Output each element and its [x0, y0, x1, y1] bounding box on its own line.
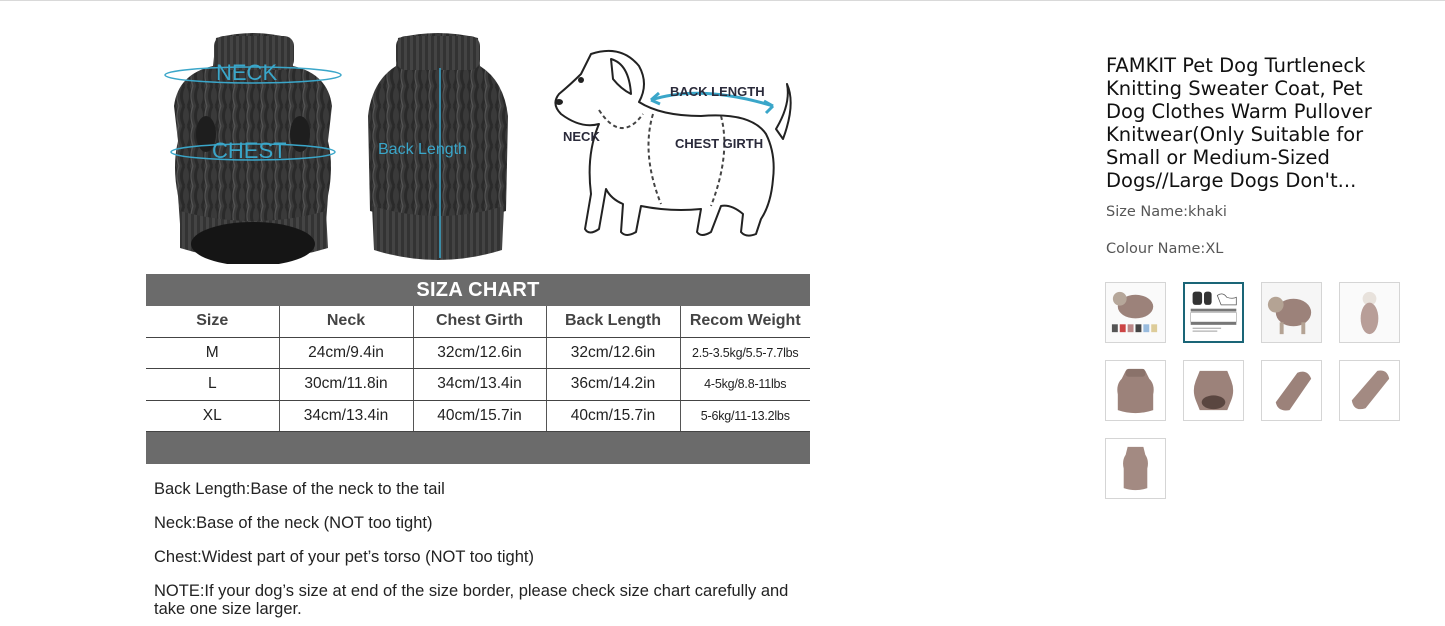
colour-name-value: XL [1205, 241, 1224, 257]
dog-chest-girth-label: CHEST GIRTH [675, 136, 764, 151]
colour-name-row [1106, 241, 1223, 257]
size-chart-header: Neck [279, 306, 413, 337]
note-back-length: Back Length:Base of the neck to the tail [154, 480, 445, 498]
sweater-back-thumb-icon [1106, 439, 1165, 498]
sweater-top-thumb-icon [1184, 361, 1243, 420]
size-chart-footer-bar [146, 432, 810, 464]
size-name-label: Size Name: [1106, 204, 1189, 220]
dog-in-sweater-thumb-icon [1106, 283, 1165, 342]
table-cell: XL [146, 400, 279, 432]
table-cell: 5-6kg/11-13.2lbs [680, 400, 810, 432]
table-cell: 40cm/15.7in [546, 400, 680, 432]
table-cell: 36cm/14.2in [546, 369, 680, 401]
size-chart-header: Back Length [546, 306, 680, 337]
size-chart-header: Recom Weight [680, 306, 810, 337]
sweater-flat-side-thumb-icon [1340, 361, 1399, 420]
thumbnail-sweater-flat[interactable] [1261, 360, 1322, 421]
thumbnail-sweater-front[interactable] [1105, 360, 1166, 421]
size-chart-thumb-icon [1185, 284, 1242, 341]
thumbnail-size-chart[interactable] [1183, 282, 1244, 343]
sweater-front-thumb-icon [1106, 361, 1165, 420]
size-chart-header: Chest Girth [413, 306, 546, 337]
note-neck: Neck:Base of the neck (NOT too tight) [154, 514, 433, 532]
table-row [146, 337, 810, 369]
table-cell: L [146, 369, 279, 401]
thumbnail-sweater-top[interactable] [1183, 360, 1244, 421]
neck-label: NECK [216, 60, 278, 85]
main-product-image[interactable] [146, 18, 812, 624]
dog-back-length-label: BACK LENGTH [670, 84, 765, 99]
note-chest: Chest:Widest part of your pet’s torso (NOT too tight) [154, 548, 534, 566]
thumbnail-dog-khaki[interactable] [1261, 282, 1322, 343]
size-name-value: khaki [1188, 204, 1227, 220]
table-cell: 32cm/12.6in [546, 337, 680, 369]
note-size-advice: NOTE:If your dog’s size at end of the size border, please check size chart carefully and take one size larger. [154, 582, 789, 618]
table-cell: 4-5kg/8.8-11lbs [680, 369, 810, 401]
table-cell: M [146, 337, 279, 369]
measurement-notes [154, 480, 804, 626]
table-row [146, 400, 810, 432]
table-row [146, 369, 810, 401]
size-chart-header-row [146, 306, 810, 337]
size-chart [146, 274, 810, 464]
chest-label: CHEST [212, 138, 287, 163]
sweater-flat-thumb-icon [1262, 361, 1321, 420]
size-chart-table [146, 306, 810, 432]
dog-wearing-sweater-thumb-icon [1340, 283, 1399, 342]
table-cell: 30cm/11.8in [279, 369, 413, 401]
thumbnail-dog-colors[interactable] [1105, 282, 1166, 343]
dog-neck-label: NECK [563, 129, 600, 144]
dog-in-khaki-sweater-thumb-icon [1262, 283, 1321, 342]
table-cell: 40cm/15.7in [413, 400, 546, 432]
table-cell: 34cm/13.4in [413, 369, 546, 401]
thumbnail-sweater-back[interactable] [1105, 438, 1166, 499]
back-length-label: Back Length [378, 141, 467, 158]
product-title: FAMKIT Pet Dog Turtleneck Knitting Sweater Coat, Pet Dog Clothes Warm Pullover Knitwear(Only Suitable for Small or Medium-Sized Dogs//Large Dogs Don't... [1106, 54, 1372, 192]
thumbnail-dog-wearing[interactable] [1339, 282, 1400, 343]
table-cell: 2.5-3.5kg/5.5-7.7lbs [680, 337, 810, 369]
table-cell: 32cm/12.6in [413, 337, 546, 369]
top-divider [0, 0, 1445, 1]
table-cell: 34cm/13.4in [279, 400, 413, 432]
thumbnail-sweater-flat-side[interactable] [1339, 360, 1400, 421]
colour-name-label: Colour Name: [1106, 241, 1206, 257]
size-chart-header: Size [146, 306, 279, 337]
table-cell: 24cm/9.4in [279, 337, 413, 369]
size-chart-title: SIZA CHART [146, 274, 810, 306]
size-name-row [1106, 204, 1227, 220]
